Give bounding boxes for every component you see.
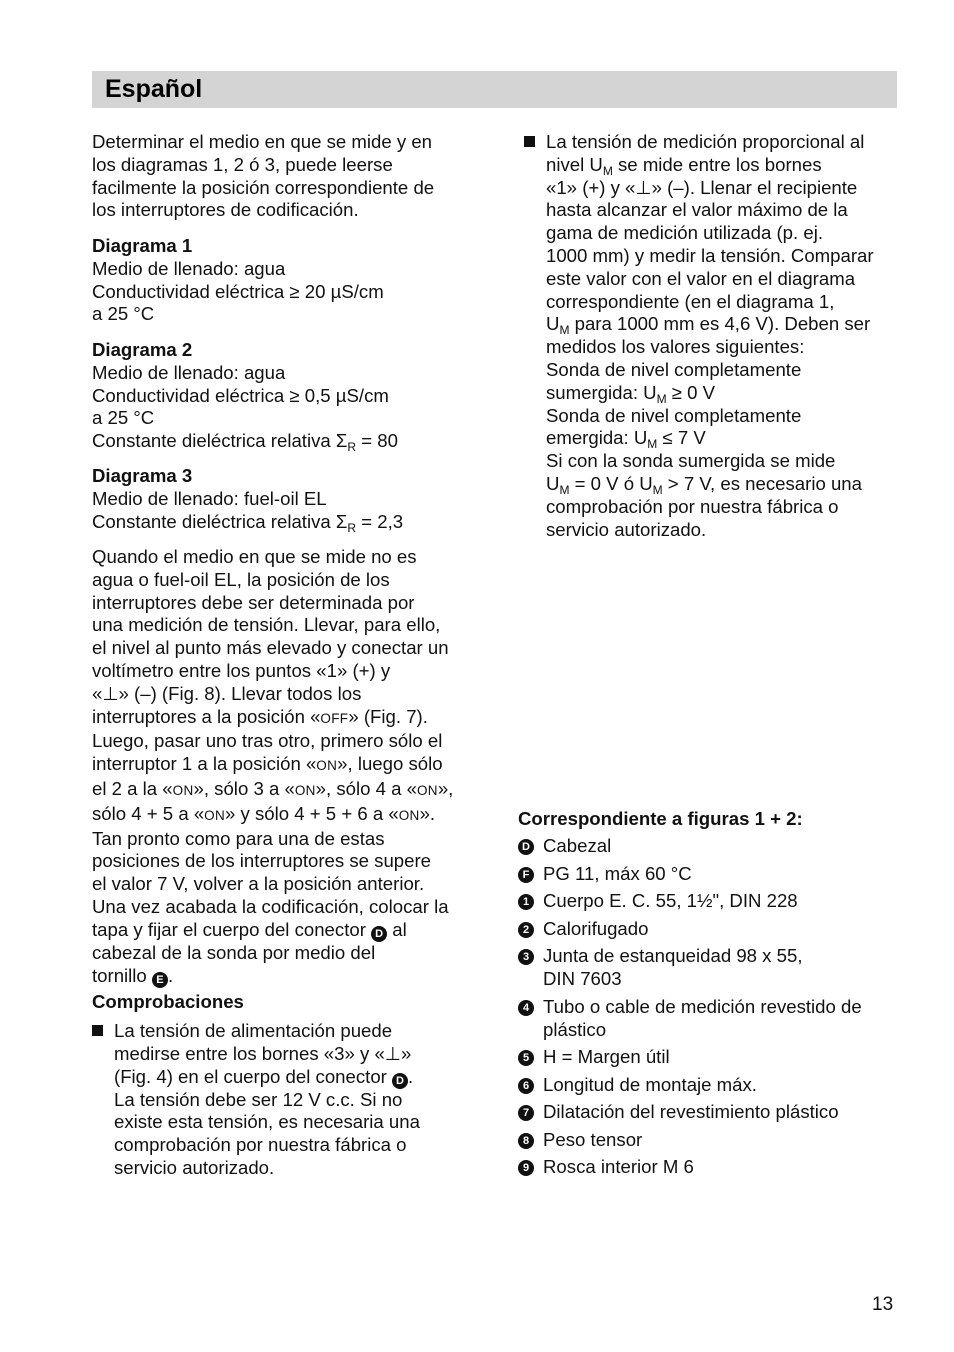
diagram-3-block [92,465,403,533]
text-line: Luego, pasar uno tras otro, primero sólo el [92,730,443,752]
text-line: servicio autorizado. [546,518,707,540]
text-line: interruptores a la posición «OFF» (Fig. 7). [92,705,428,727]
ref-marker-e-icon: E [152,972,168,988]
text-line: $U_M$ para 1000 mm es 4,6 V). Deben ser [546,313,871,338]
text-line: Constante dieléctrica relativa $\Sigma_R = 80$ [92,430,398,455]
text-line: (Fig. 4) en el cuerpo del conector D . [114,1065,414,1087]
text-line: una medición de tensión. Llevar, para ello, [92,614,441,636]
marker-3-icon: 3 [518,949,534,965]
figure-legend: Correspondiente a figuras 1 + 2: D Cabezal F PG 11, máx 60 °C 1 Cuerpo E. C. 55, 1½", DIN 228 2 Calorifugado 3 Junta de estanqueidad 98 x 55, DIN 7603 4 Tubo o cable de medición revestido de plástico 5 H = Margen útil 6 Longitud de montaje máx. 7 Dilatación del revestimiento plástico 8 Peso tensor 9 Rosca interior M 6 [518,808,908,831]
text-line: Sonda de nivel completamente [546,358,802,380]
text-line: voltímetro entre los puntos «1» (+) y [92,659,391,681]
text-line: tornillo E . [92,964,174,986]
diagram-3-title: Diagrama 3 [92,465,193,486]
text-line: nivel $U_M$ se mide entre los bornes [546,153,822,178]
marker-1-icon: 1 [518,894,534,910]
text-line: medidos los valores siguientes: [546,336,805,358]
marker-6-icon: 6 [518,1078,534,1094]
text-line: «⊥» (–) (Fig. 8). Llevar todos los [92,682,362,704]
text-line: existe esta tensión, es necesaria una [114,1111,420,1133]
marker-d-icon: D [518,839,534,855]
section-header [92,71,897,108]
text-line: el nivel al punto más elevado y conectar un [92,637,449,659]
diagram-2-title: Diagrama 2 [92,339,193,360]
text-line: Si con la sonda sumergida se mide [546,450,836,472]
text-line: sólo 4 + 5 a «ON» y sólo 4 + 5 + 6 a «ON». [92,802,436,824]
square-bullet-icon [524,136,535,147]
text-line: el 2 a la «ON», sólo 3 a «ON», sólo 4 a «ON», [92,777,454,799]
text-line: sumergida: $U_M \ge 0$ V [546,381,716,406]
text-line: La tensión de alimentación puede [114,1020,393,1041]
text-line: medirse entre los bornes «3» y «⊥» [114,1042,412,1064]
text-line: comprobación por nuestra fábrica o [114,1134,407,1156]
text-line: hasta alcanzar el valor máximo de la [546,199,848,221]
diagram-1-block [92,235,384,326]
text-line: Determinar el medio en que se mide y en [92,131,433,152]
marker-9-icon: 9 [518,1160,534,1176]
text-line: cabezal de la sonda por medio del [92,941,376,963]
marker-5-icon: 5 [518,1050,534,1066]
text-line: Quando el medio en que se mide no es [92,546,417,567]
text-line: Constante dieléctrica relativa $\Sigma_R = 2,3$ [92,510,404,535]
page-number: 13 [872,1294,894,1315]
marker-7-icon: 7 [518,1105,534,1121]
ref-marker-d-icon: D [392,1073,408,1089]
coding-paragraph [92,546,477,988]
diagram-2-block [92,339,398,453]
marker-8-icon: 8 [518,1133,534,1149]
text-line: comprobación por nuestra fábrica o [546,495,839,517]
marker-f-icon: F [518,867,534,883]
marker-2-icon: 2 [518,922,534,938]
text-line: La tensión debe ser 12 V c.c. Si no [114,1088,403,1110]
text-line: interruptor 1 a la posición «ON», luego sólo [92,753,443,775]
text-line: servicio autorizado. [114,1156,275,1178]
text-line: Conductividad eléctrica ≥ 0,5 µS/cm [92,384,389,406]
text-line: 1000 mm) y medir la tensión. Comparar [546,244,874,266]
text-line: el valor 7 V, volver a la posición anterior. [92,873,425,895]
text-line: a 25 °C [92,303,155,325]
text-line: tapa y fijar el cuerpo del conector D al [92,918,407,940]
text-line: facilmente la posición correspondiente de [92,176,435,198]
text-line: los interruptores de codificación. [92,199,359,221]
text-line: Tan pronto como para una de estas [92,827,385,849]
text-line: interruptores debe ser determinada por [92,591,415,613]
diagram-1-title: Diagrama 1 [92,235,193,256]
legend-title: Correspondiente a figuras 1 + 2: [518,808,803,829]
text-line: $U_M = 0$ V ó $U_M > 7$ V, es necesario una [546,472,862,497]
square-bullet-icon [92,1025,103,1036]
text-line: a 25 °C [92,407,155,429]
text-line: Una vez acabada la codificación, colocar la [92,895,449,917]
marker-4-icon: 4 [518,1000,534,1016]
checks-block [92,991,477,1178]
intro-paragraph [92,131,434,222]
text-line: Medio de llenado: agua [92,257,286,279]
text-line: «1» (+) y «⊥» (–). Llenar el recipiente [546,176,858,198]
text-line: Medio de llenado: fuel-oil EL [92,487,327,509]
text-line: La tensión de medición proporcional al [546,131,865,152]
text-line: Conductividad eléctrica ≥ 20 µS/cm [92,280,384,302]
text-line: este valor con el valor en el diagrama [546,267,856,289]
section-title: Español [105,75,203,103]
text-line: agua o fuel-oil EL, la posición de los [92,568,390,590]
text-line: Sonda de nivel completamente [546,404,802,426]
text-line: los diagramas 1, 2 ó 3, puede leerse [92,153,393,175]
checks-title: Comprobaciones [92,991,244,1012]
text-line: posiciones de los interruptores se supere [92,850,432,872]
text-line: emergida: $U_M \le 7$ V [546,427,706,452]
text-line: correspondiente (en el diagrama 1, [546,290,835,312]
ref-marker-d-icon: D [371,926,387,942]
text-line: Medio de llenado: agua [92,361,286,383]
text-line: gama de medición utilizada (p. ej. [546,222,823,244]
